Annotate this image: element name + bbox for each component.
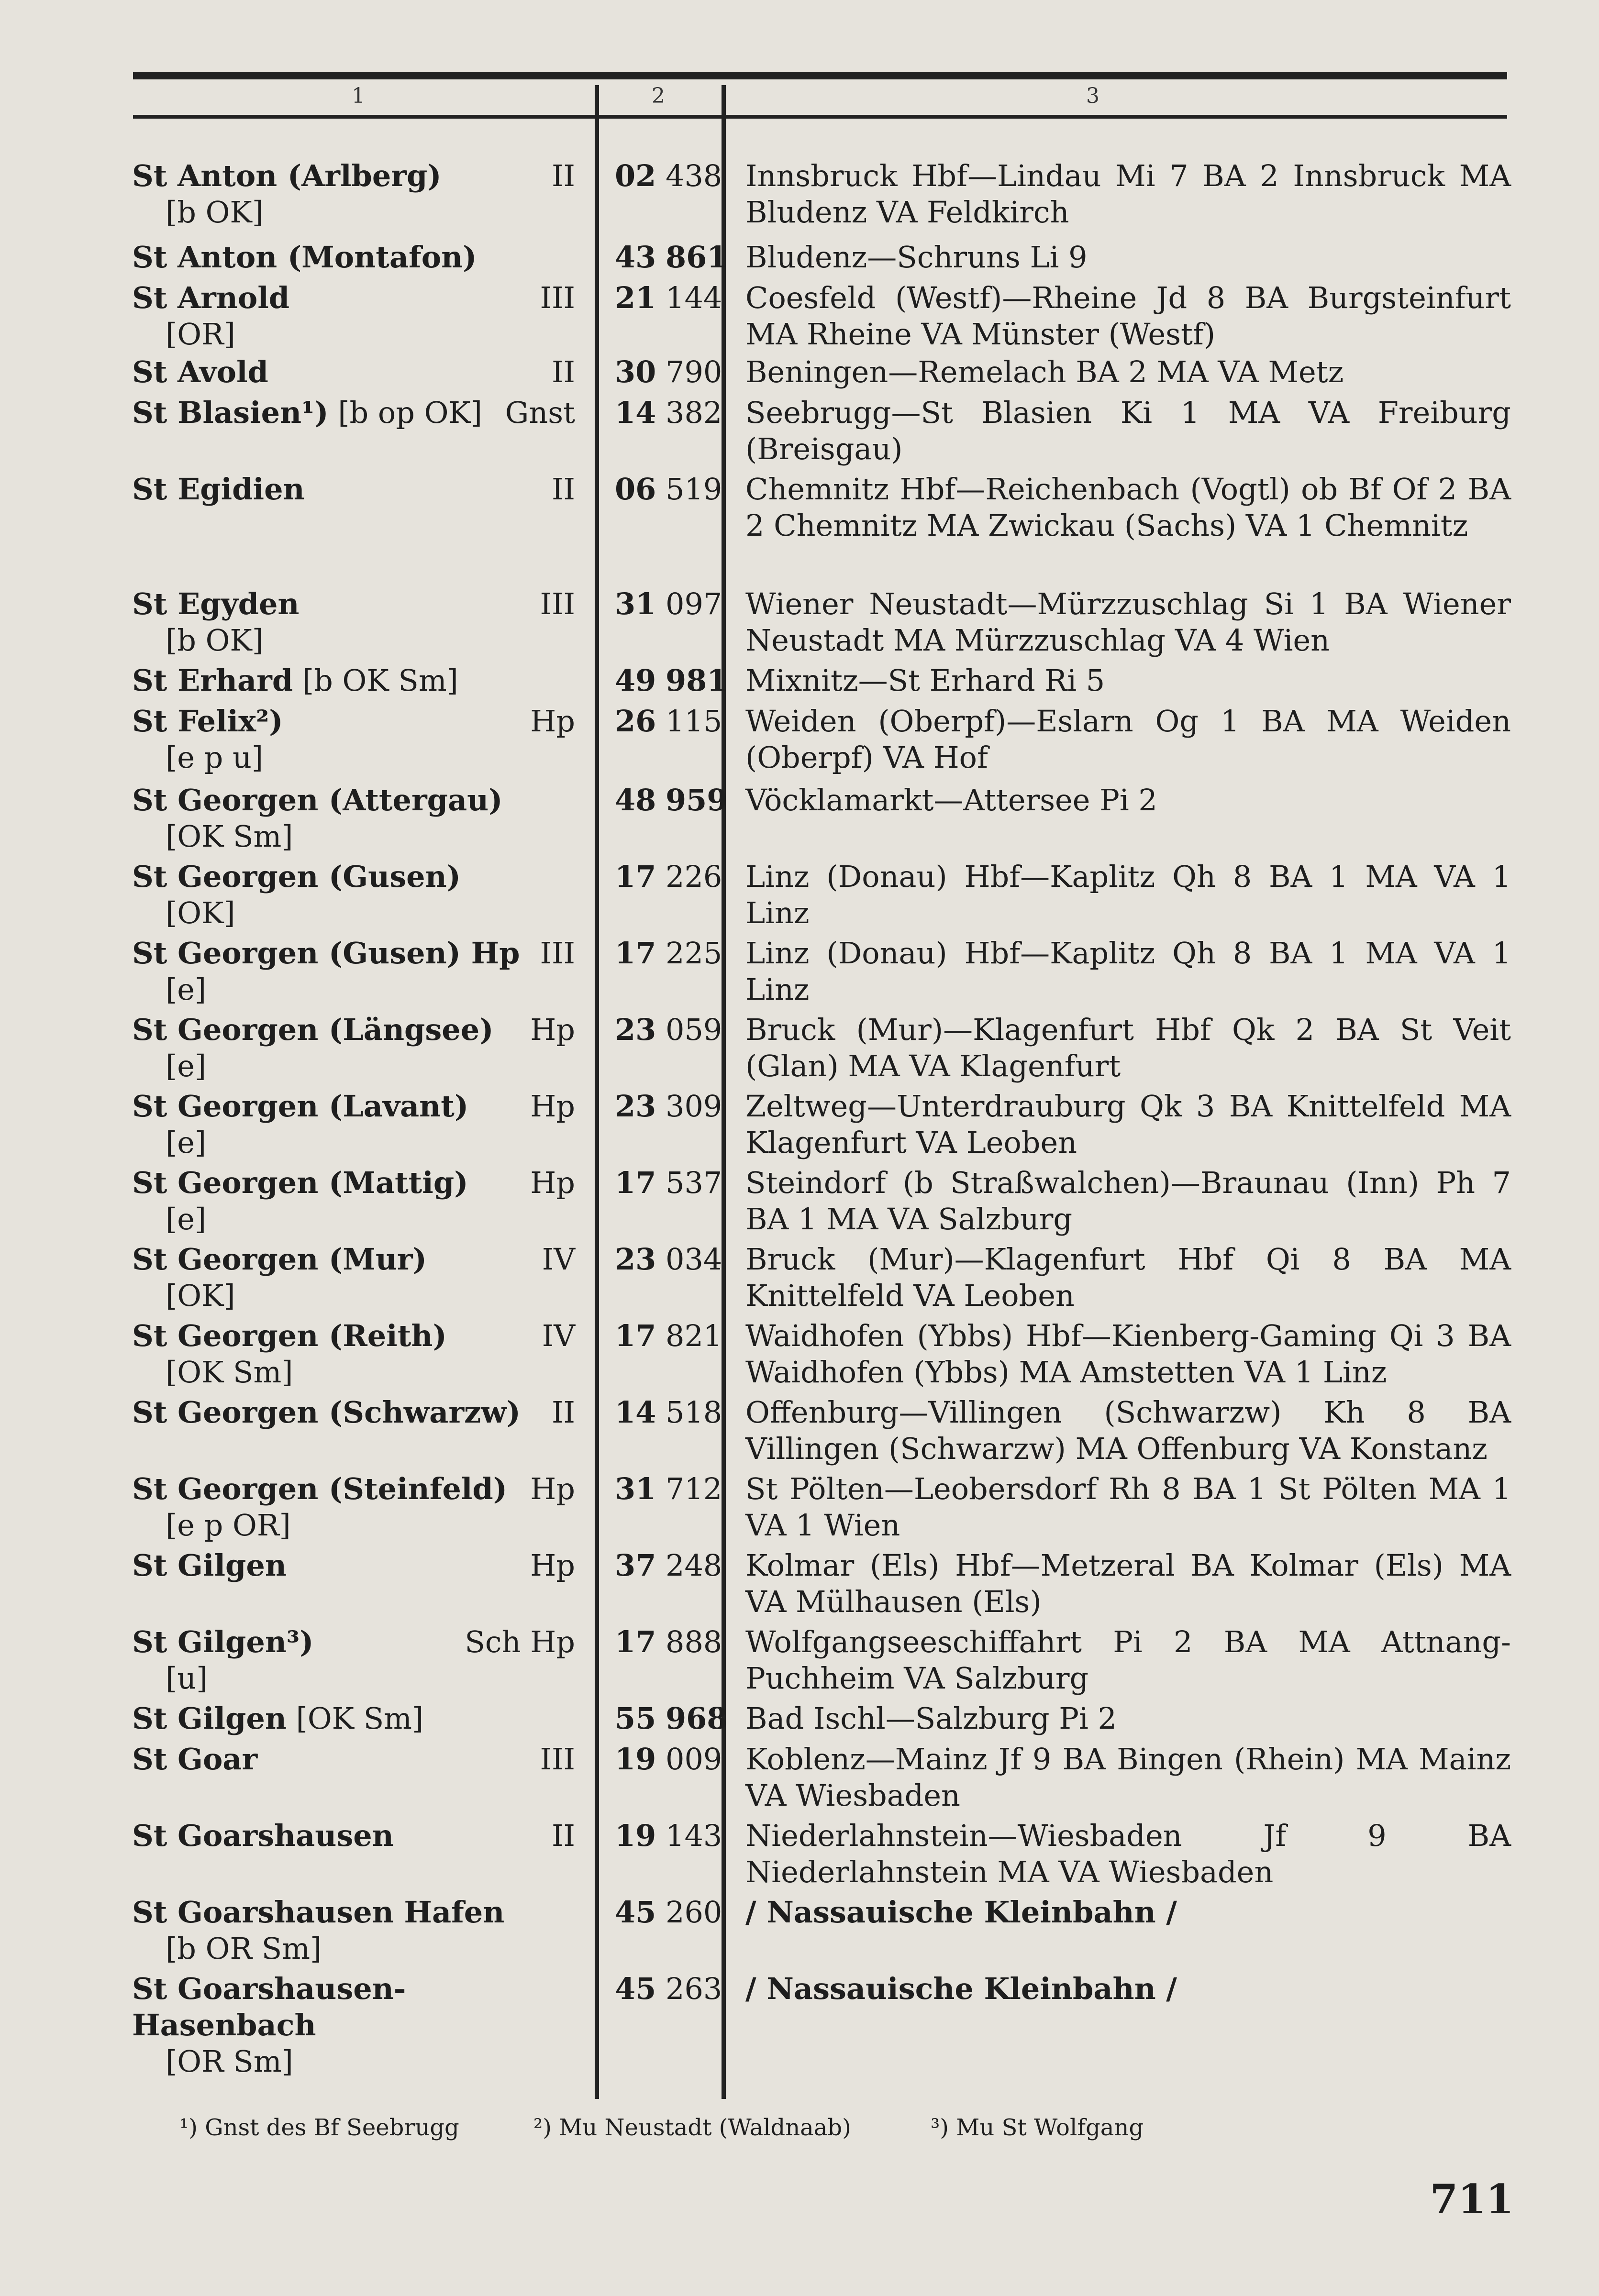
station-number-suffix: 248: [666, 1548, 722, 1583]
station-class: Gnst: [505, 395, 575, 430]
station-codes: [e]: [166, 1202, 207, 1236]
station-number-prefix: 30: [615, 354, 656, 389]
route-description: Bruck (Mur)—Klagenfurt Hbf Qk 2 BA St Veit (Glan) MA VA Klagenfurt: [745, 1012, 1511, 1083]
station-number: [615, 239, 728, 276]
station-name-cell: [132, 471, 577, 508]
station-codes: [OR Sm]: [166, 2044, 293, 2079]
station-number-prefix: 17: [615, 1318, 656, 1353]
station-codes: [b OK Sm]: [302, 663, 458, 698]
station-number: [615, 395, 722, 431]
station-number: [615, 586, 722, 622]
header-rule: [133, 115, 1507, 119]
station-name: St Georgen (Schwarzw): [132, 1395, 521, 1430]
station-name: St Goar: [132, 1742, 258, 1777]
station-number: [615, 782, 728, 818]
station-number-prefix: 17: [615, 1624, 656, 1659]
route-description: Offenburg—Villingen (Schwarzw) Kh 8 BA Villingen (Schwarzw) MA Offenburg VA Konstanz: [745, 1395, 1511, 1466]
station-number-suffix: 034: [666, 1242, 722, 1277]
station-name-cell: [132, 1318, 577, 1391]
station-name-cell: [132, 935, 577, 1008]
route-description: Zeltweg—Unterdrauburg Qk 3 BA Knittelfeld MA Klagenfurt VA Leoben: [745, 1089, 1511, 1160]
station-name-cell: [132, 158, 577, 231]
station-class: II: [552, 472, 575, 507]
station-name-cell: [132, 280, 577, 353]
station-codes: [e]: [166, 972, 207, 1007]
station-name: St Egidien: [132, 472, 305, 507]
station-number-suffix: 959: [666, 783, 728, 817]
route-description: Seebrugg—St Blasien Ki 1 MA VA Freiburg (Breisgau): [745, 395, 1511, 466]
station-number-suffix: 382: [666, 395, 722, 430]
station-class: Hp: [530, 1548, 575, 1583]
station-number: [615, 471, 722, 508]
station-class: II: [552, 1395, 575, 1430]
route-description: Niederlahnstein—Wiesbaden Jf 9 BA Niederlahnstein MA VA Wiesbaden: [745, 1818, 1511, 1889]
station-number-prefix: 37: [615, 1548, 656, 1583]
route-description: Coesfeld (Westf)—Rheine Jd 8 BA Burgsteinfurt MA Rheine VA Münster (Westf): [745, 280, 1511, 352]
station-number: [615, 1165, 722, 1201]
station-number-prefix: 17: [615, 859, 656, 894]
station-codes: [b OK]: [166, 195, 264, 230]
station-number: [615, 1700, 728, 1737]
station-name: St Egyden: [132, 586, 300, 621]
station-number: [615, 1012, 722, 1048]
station-number-suffix: 537: [666, 1165, 722, 1200]
station-number: [615, 935, 722, 971]
footnote-1: ¹) Gnst des Bf Seebrugg: [179, 2114, 459, 2141]
station-number-suffix: 519: [666, 472, 722, 507]
station-name: St Gilgen: [132, 1548, 287, 1583]
station-number-suffix: 059: [666, 1012, 722, 1047]
station-number-suffix: 226: [666, 859, 722, 894]
station-class: Hp: [530, 704, 575, 739]
station-number: [615, 158, 722, 194]
station-codes: [b OK]: [166, 623, 264, 658]
route-description: Beningen—Remelach BA 2 MA VA Metz: [745, 354, 1344, 389]
footnote-3: ³) Mu St Wolfgang: [931, 2114, 1144, 2141]
station-number-prefix: 06: [615, 472, 656, 507]
station-number-suffix: 144: [666, 280, 722, 315]
footnote-2: ²) Mu Neustadt (Waldnaab): [533, 2114, 851, 2141]
station-name: St Goarshausen-Hasenbach: [132, 1971, 406, 2042]
station-name: St Goarshausen: [132, 1818, 394, 1853]
station-number-prefix: 23: [615, 1242, 656, 1277]
station-number: [615, 1471, 722, 1507]
route-description: Bruck (Mur)—Klagenfurt Hbf Qi 8 BA MA Knittelfeld VA Leoben: [745, 1242, 1511, 1313]
route-description: / Nassauische Kleinbahn /: [745, 1895, 1177, 1930]
station-name-cell: [132, 859, 577, 931]
station-number: [615, 1318, 722, 1354]
station-number-suffix: 821: [666, 1318, 722, 1353]
station-class: III: [540, 280, 575, 315]
station-number-prefix: 55: [615, 1701, 656, 1736]
route-description: Wiener Neustadt—Mürzzuschlag Si 1 BA Wiener Neustadt MA Mürzzuschlag VA 4 Wien: [745, 586, 1511, 658]
station-number-prefix: 43: [615, 240, 656, 275]
station-name: St Gilgen³): [132, 1624, 314, 1659]
station-name: St Georgen (Mur): [132, 1242, 427, 1277]
station-class: IV: [542, 1242, 575, 1277]
station-codes: [e p OR]: [166, 1508, 291, 1543]
station-class: II: [552, 354, 575, 389]
station-name: St Georgen (Gusen) Hp: [132, 936, 520, 971]
station-number-suffix: 518: [666, 1395, 722, 1430]
station-name-cell: [132, 354, 577, 390]
station-class: III: [540, 1742, 575, 1777]
station-name: St Blasien¹): [132, 395, 329, 430]
station-codes: [e]: [166, 1125, 207, 1160]
station-number: [615, 1394, 722, 1431]
route-description: Bad Ischl—Salzburg Pi 2: [745, 1701, 1117, 1736]
station-class: II: [552, 158, 575, 193]
station-number-suffix: 712: [666, 1471, 722, 1506]
station-name: St Georgen (Lavant): [132, 1089, 469, 1124]
station-name: St Georgen (Mattig): [132, 1165, 468, 1200]
station-codes: [OK]: [166, 1278, 235, 1313]
route-description: Chemnitz Hbf—Reichenbach (Vogtl) ob Bf Of 2 BA 2 Chemnitz MA Zwickau (Sachs) VA 1 Chemnitz: [745, 472, 1511, 543]
station-name: St Anton (Arlberg): [132, 158, 442, 193]
station-number-prefix: 17: [615, 936, 656, 971]
station-class: II: [552, 1818, 575, 1853]
station-number-suffix: 097: [666, 586, 722, 621]
top-rule: [133, 72, 1507, 79]
station-class: Sch Hp: [465, 1624, 575, 1659]
route-description: Weiden (Oberpf)—Eslarn Og 1 BA MA Weiden (Oberpf) VA Hof: [745, 704, 1511, 775]
station-class: III: [540, 586, 575, 621]
station-class: III: [540, 936, 575, 971]
station-number-prefix: 19: [615, 1818, 656, 1853]
station-number-suffix: 263: [666, 1971, 722, 2006]
station-number-suffix: 009: [666, 1742, 722, 1777]
station-number-prefix: 19: [615, 1742, 656, 1777]
station-name-cell: [132, 782, 577, 855]
station-number: [615, 280, 722, 316]
station-name: St Anton (Montafon): [132, 240, 477, 275]
station-number: [615, 662, 728, 699]
station-number-suffix: 968: [666, 1701, 728, 1736]
station-name: St Erhard: [132, 663, 293, 698]
station-number-suffix: 438: [666, 158, 722, 193]
station-number: [615, 859, 722, 895]
station-number-suffix: 981: [666, 663, 728, 698]
station-name: St Arnold: [132, 280, 290, 315]
station-class: IV: [542, 1318, 575, 1353]
station-codes: [b OR Sm]: [166, 1931, 322, 1966]
route-description: Kolmar (Els) Hbf—Metzeral BA Kolmar (Els) MA VA Mülhausen (Els): [745, 1548, 1511, 1619]
column-header-2: 2: [652, 84, 665, 108]
station-name-cell: [132, 703, 577, 776]
station-number-prefix: 02: [615, 158, 656, 193]
route-description: Innsbruck Hbf—Lindau Mi 7 BA 2 Innsbruck MA Bludenz VA Feldkirch: [745, 158, 1511, 230]
station-codes: [b op OK]: [338, 395, 482, 430]
page-number: 711: [1430, 2175, 1514, 2223]
route-description: Koblenz—Mainz Jf 9 BA Bingen (Rhein) MA Mainz VA Wiesbaden: [745, 1742, 1511, 1813]
station-class: Hp: [530, 1165, 575, 1200]
route-description: Mixnitz—St Erhard Ri 5: [745, 663, 1105, 698]
station-name: St Georgen (Steinfeld): [132, 1471, 508, 1506]
station-number: [615, 1741, 722, 1777]
station-number: [615, 703, 722, 740]
station-number: [615, 1818, 722, 1854]
station-name: St Georgen (Attergau): [132, 783, 503, 817]
station-codes: [OK]: [166, 895, 235, 930]
station-codes: [e]: [166, 1049, 207, 1083]
station-number-suffix: 115: [666, 704, 722, 739]
route-description: St Pölten—Leobersdorf Rh 8 BA 1 St Pölten MA 1 VA 1 Wien: [745, 1471, 1511, 1543]
column-header-3: 3: [1086, 84, 1099, 108]
station-name-cell: [132, 1971, 577, 2080]
column-divider-2: [722, 85, 726, 2099]
station-codes: [OR]: [166, 317, 235, 352]
station-name-cell: [132, 1547, 577, 1584]
station-class: Hp: [530, 1012, 575, 1047]
station-number-suffix: 260: [666, 1895, 722, 1930]
station-name-cell: [132, 1394, 577, 1431]
station-name: St Georgen (Längsee): [132, 1012, 494, 1047]
station-name-cell: [132, 1894, 577, 1967]
station-name-cell: [132, 662, 577, 699]
station-codes: [OK Sm]: [296, 1701, 424, 1736]
station-number-prefix: 48: [615, 783, 656, 817]
station-number-prefix: 14: [615, 395, 656, 430]
route-description: Linz (Donau) Hbf—Kaplitz Qh 8 BA 1 MA VA 1 Linz: [745, 859, 1511, 930]
station-number-prefix: 31: [615, 586, 656, 621]
route-description: Bludenz—Schruns Li 9: [745, 240, 1088, 275]
station-name-cell: [132, 1241, 577, 1314]
column-divider-1: [595, 85, 599, 2099]
station-number-prefix: 26: [615, 704, 656, 739]
station-number-suffix: 143: [666, 1818, 722, 1853]
station-number-prefix: 31: [615, 1471, 656, 1506]
station-number-suffix: 790: [666, 354, 722, 389]
station-number-suffix: 888: [666, 1624, 722, 1659]
station-codes: [OK Sm]: [166, 1355, 293, 1390]
station-name-cell: [132, 239, 577, 276]
column-header-1: 1: [352, 84, 365, 108]
station-codes: [e p u]: [166, 740, 264, 775]
station-name-cell: [132, 1818, 577, 1854]
station-number-prefix: 14: [615, 1395, 656, 1430]
station-name: St Georgen (Reith): [132, 1318, 447, 1353]
station-class: Hp: [530, 1089, 575, 1124]
station-codes: [u]: [166, 1661, 208, 1696]
station-name-cell: [132, 1741, 577, 1777]
station-name: St Georgen (Gusen): [132, 859, 461, 894]
station-number: [615, 1894, 722, 1931]
station-number-prefix: 21: [615, 280, 656, 315]
station-name: St Goarshausen Hafen: [132, 1895, 505, 1930]
station-name-cell: [132, 1471, 577, 1544]
station-number: [615, 354, 722, 390]
route-description: Linz (Donau) Hbf—Kaplitz Qh 8 BA 1 MA VA 1 Linz: [745, 936, 1511, 1007]
station-name-cell: [132, 1012, 577, 1084]
station-number-prefix: 49: [615, 663, 656, 698]
station-number: [615, 1624, 722, 1660]
station-number: [615, 1088, 722, 1125]
station-number: [615, 1241, 722, 1278]
station-number-prefix: 17: [615, 1165, 656, 1200]
station-name-cell: [132, 1088, 577, 1161]
route-description: Vöcklamarkt—Attersee Pi 2: [745, 783, 1157, 817]
route-description: Waidhofen (Ybbs) Hbf—Kienberg-Gaming Qi 3 BA Waidhofen (Ybbs) MA Amstetten VA 1 Linz: [745, 1318, 1511, 1390]
route-description: Wolfgangseeschiffahrt Pi 2 BA MA Attnang-Puchheim VA Salzburg: [745, 1624, 1511, 1696]
station-class: Hp: [530, 1471, 575, 1506]
station-number-suffix: 861: [666, 240, 728, 275]
station-number: [615, 1547, 722, 1584]
station-number: [615, 1971, 722, 2007]
station-number-prefix: 45: [615, 1895, 656, 1930]
station-number-suffix: 309: [666, 1089, 722, 1124]
station-number-prefix: 23: [615, 1012, 656, 1047]
station-name-cell: [132, 586, 577, 659]
station-name: St Gilgen: [132, 1701, 287, 1736]
station-name-cell: [132, 1700, 577, 1737]
station-name: St Avold: [132, 354, 268, 389]
route-description: / Nassauische Kleinbahn /: [745, 1971, 1177, 2006]
station-name-cell: [132, 1165, 577, 1237]
station-number-prefix: 45: [615, 1971, 656, 2006]
station-number-suffix: 225: [666, 936, 722, 971]
station-number-prefix: 23: [615, 1089, 656, 1124]
station-name: St Felix²): [132, 704, 283, 739]
route-description: Steindorf (b Straßwalchen)—Braunau (Inn) Ph 7 BA 1 MA VA Salzburg: [745, 1165, 1511, 1236]
station-codes: [OK Sm]: [166, 819, 293, 854]
